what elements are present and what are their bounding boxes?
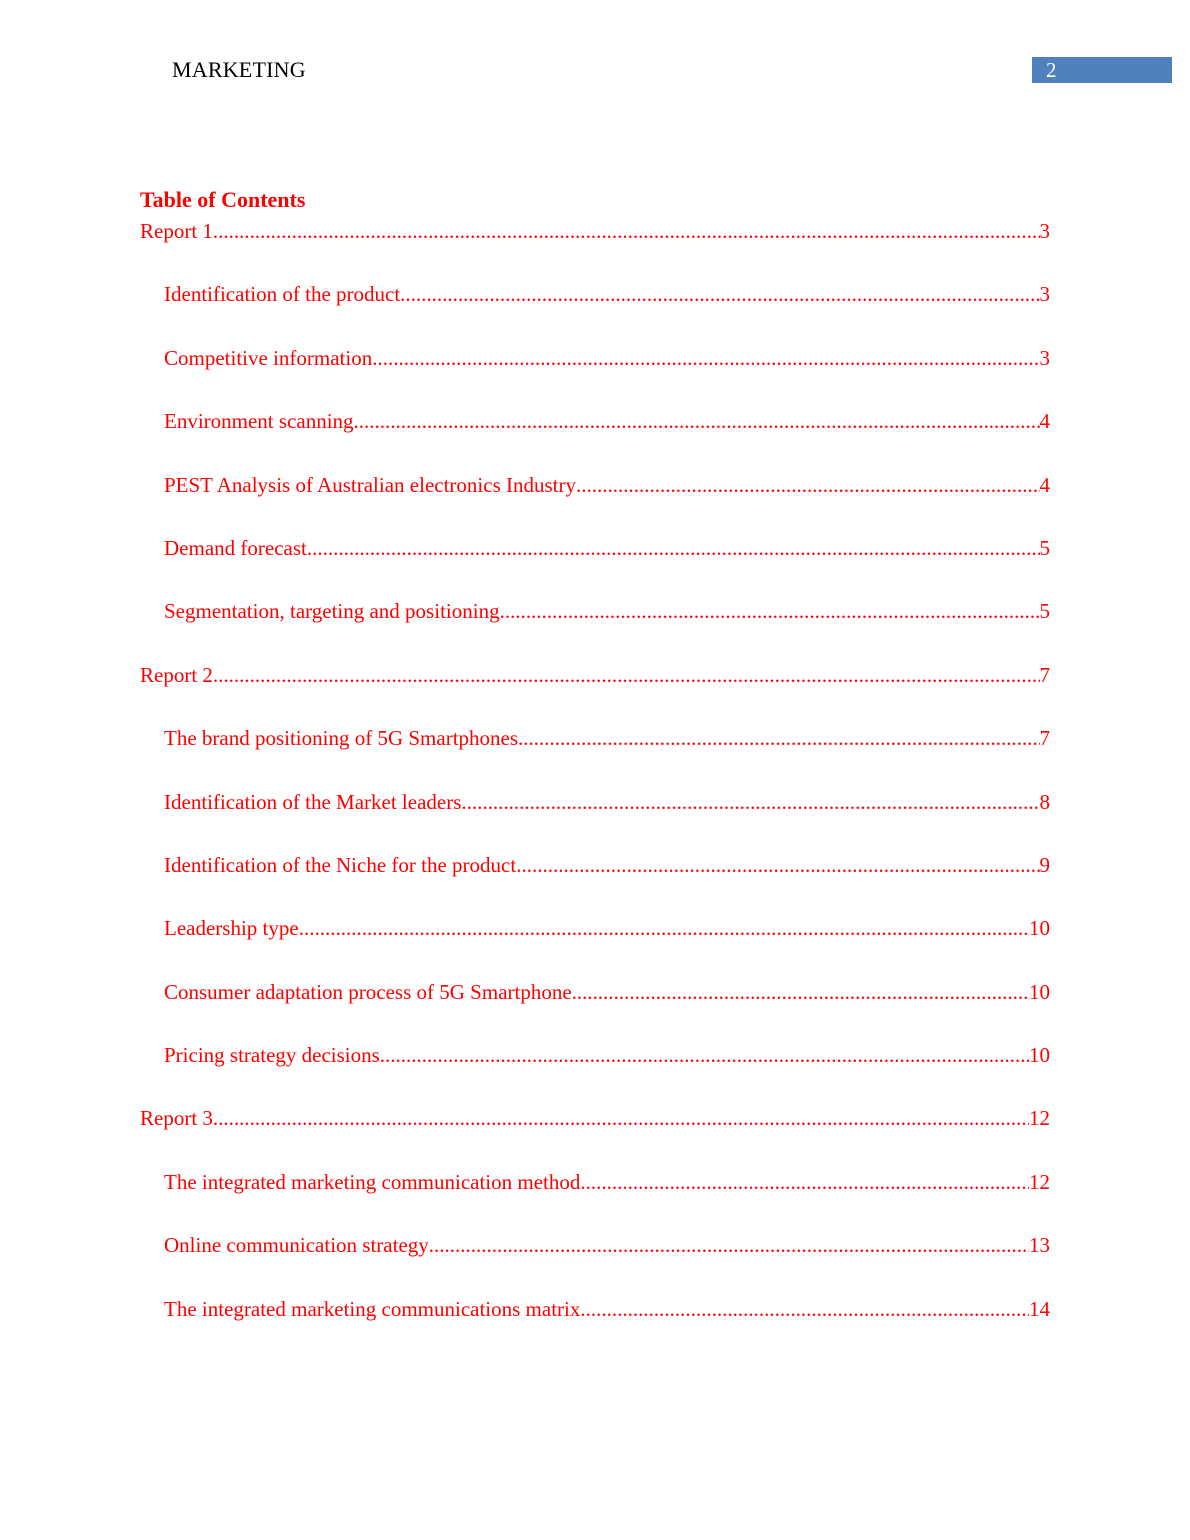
toc-entry-page: 10 bbox=[1029, 1043, 1050, 1068]
toc-entry[interactable] bbox=[140, 596, 1050, 626]
toc-entry[interactable] bbox=[140, 533, 1050, 563]
dot-leader bbox=[213, 216, 1040, 246]
toc-entry[interactable] bbox=[140, 470, 1050, 500]
toc-entry-page: 10 bbox=[1029, 916, 1050, 941]
toc-entry[interactable] bbox=[140, 723, 1050, 753]
dot-leader bbox=[429, 1230, 1029, 1260]
dot-leader bbox=[580, 1294, 1029, 1324]
toc-entry-label: The integrated marketing communications matrix bbox=[164, 1296, 581, 1321]
dot-leader bbox=[400, 279, 1039, 309]
table-of-contents bbox=[140, 186, 1050, 1324]
dot-leader bbox=[299, 913, 1029, 943]
dot-leader bbox=[213, 660, 1040, 690]
toc-entry[interactable] bbox=[140, 660, 1050, 690]
toc-entry-label: Report 3 bbox=[140, 1106, 213, 1131]
toc-entry[interactable] bbox=[140, 913, 1050, 943]
toc-entry-label: Competitive information bbox=[164, 345, 373, 370]
toc-entry[interactable] bbox=[140, 850, 1050, 880]
toc-entry-page: 14 bbox=[1029, 1296, 1050, 1321]
toc-entry-page: 3 bbox=[1039, 345, 1050, 370]
toc-entry-label: Report 1 bbox=[140, 219, 213, 243]
toc-entry[interactable] bbox=[140, 406, 1050, 436]
dot-leader bbox=[572, 977, 1029, 1007]
toc-entry-label: Identification of the Market leaders bbox=[164, 789, 462, 814]
toc-entry-label: The brand positioning of 5G Smartphones bbox=[164, 726, 519, 751]
page-number-badge: 2 bbox=[1032, 57, 1172, 83]
dot-leader bbox=[354, 406, 1040, 436]
toc-entry-label: Leadership type bbox=[164, 916, 299, 941]
toc-entry-label: Online communication strategy bbox=[164, 1233, 429, 1258]
toc-entry-page: 7 bbox=[1039, 726, 1050, 751]
toc-heading: Table of Contents bbox=[140, 187, 306, 212]
dot-leader bbox=[380, 1040, 1029, 1070]
toc-entry-page: 8 bbox=[1039, 789, 1050, 814]
running-header-title: MARKETING bbox=[172, 57, 306, 82]
toc-entry-page: 13 bbox=[1029, 1233, 1050, 1258]
toc-entry-page: 4 bbox=[1039, 472, 1050, 497]
toc-entry[interactable] bbox=[140, 1167, 1050, 1197]
toc-entry-page: 7 bbox=[1039, 662, 1050, 687]
dot-leader bbox=[372, 343, 1039, 373]
toc-entry[interactable] bbox=[140, 216, 1050, 246]
dot-leader bbox=[500, 596, 1040, 626]
toc-entry-page: 5 bbox=[1039, 599, 1050, 624]
toc-entry-page: 12 bbox=[1029, 1106, 1050, 1131]
toc-entry-page: 3 bbox=[1039, 219, 1050, 243]
toc-entry-label: Segmentation, targeting and positioning bbox=[164, 599, 500, 624]
dot-leader bbox=[518, 723, 1039, 753]
toc-entry[interactable] bbox=[140, 343, 1050, 373]
toc-entry[interactable] bbox=[140, 787, 1050, 817]
toc-entry-page: 12 bbox=[1029, 1169, 1050, 1194]
toc-entry-label: Report 2 bbox=[140, 662, 213, 687]
dot-leader bbox=[580, 1167, 1029, 1197]
toc-entry-label: Environment scanning bbox=[164, 409, 354, 434]
toc-entry-label: Consumer adaptation process of 5G Smartphone bbox=[164, 979, 572, 1004]
dot-leader bbox=[576, 470, 1040, 500]
toc-entry-label: Identification of the product bbox=[164, 282, 401, 307]
toc-entry-page: 10 bbox=[1029, 979, 1050, 1004]
dot-leader bbox=[307, 533, 1040, 563]
dot-leader bbox=[516, 850, 1039, 880]
toc-entry-page: 5 bbox=[1039, 535, 1050, 560]
toc-entry[interactable] bbox=[140, 279, 1050, 309]
dot-leader bbox=[213, 1103, 1029, 1133]
toc-entry-page: 4 bbox=[1039, 409, 1050, 434]
dot-leader bbox=[461, 787, 1039, 817]
toc-entry[interactable] bbox=[140, 1230, 1050, 1260]
toc-entry[interactable] bbox=[140, 1294, 1050, 1324]
toc-entry[interactable] bbox=[140, 1103, 1050, 1133]
toc-entry[interactable] bbox=[140, 1040, 1050, 1070]
toc-entry-label: PEST Analysis of Australian electronics Industry bbox=[164, 472, 576, 497]
toc-entry-label: The integrated marketing communication method bbox=[164, 1169, 581, 1194]
toc-entry-page: 3 bbox=[1039, 282, 1050, 307]
toc-entry-label: Identification of the Niche for the product bbox=[164, 852, 517, 877]
toc-entry[interactable] bbox=[140, 977, 1050, 1007]
toc-entry-page: 9 bbox=[1039, 852, 1050, 877]
toc-entry-label: Demand forecast bbox=[164, 535, 307, 560]
toc-entry-label: Pricing strategy decisions bbox=[164, 1043, 380, 1068]
